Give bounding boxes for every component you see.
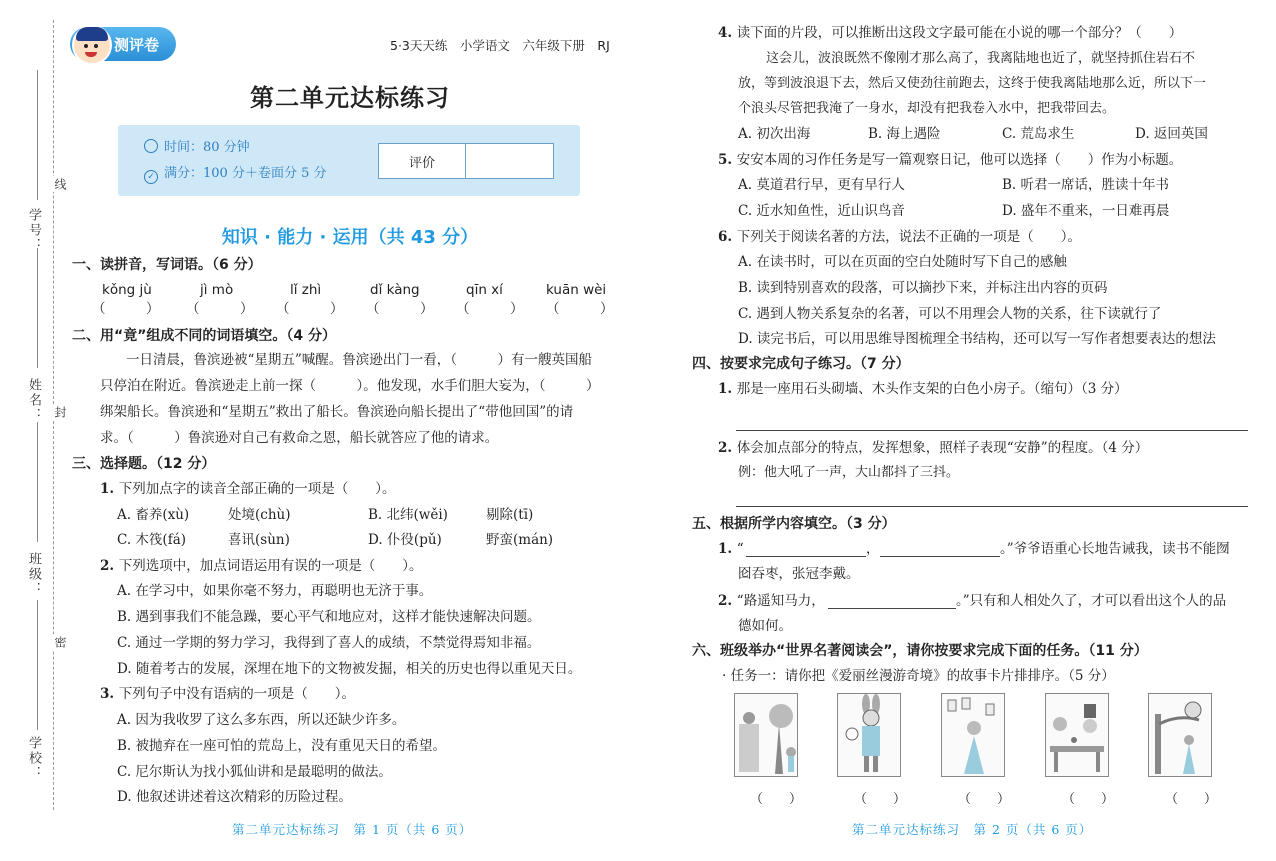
q3-s3-d[interactable]: D. 他叙述讲述着这次精彩的历险过程。 bbox=[117, 789, 352, 805]
q1-title: 一、读拼音，写词语。（6 分） bbox=[72, 257, 262, 273]
q3-title: 三、选择题。（12 分） bbox=[72, 456, 216, 472]
card-order-blank-5[interactable]: （ ） bbox=[1165, 792, 1218, 807]
q5-opt-c[interactable]: C. 近水知鱼性，近山识鸟音 bbox=[738, 203, 905, 219]
part4-s1-answer-line[interactable] bbox=[736, 430, 1248, 431]
part5-s1-blank-1[interactable] bbox=[746, 556, 866, 557]
story-card-5[interactable] bbox=[1148, 693, 1212, 777]
story-card-2[interactable] bbox=[837, 693, 901, 777]
q3-s3-b[interactable]: B. 被抛弃在一座可怕的荒岛上，没有重见天日的希望。 bbox=[117, 738, 447, 754]
answer-blank-6[interactable]: （ ） bbox=[546, 301, 614, 317]
evaluation-label: 评价 bbox=[379, 144, 466, 178]
q6-stem: 6. 下列关于阅读名著的方法，说法不正确的一项是（ ）。 bbox=[718, 229, 1082, 245]
q3-s1-d1[interactable]: D. 仆役(pǔ) bbox=[368, 532, 442, 548]
q4-passage-1: 这会儿，波浪既然不像刚才那么高了，我离陆地也近了，就坚持抓住岩石不 bbox=[766, 51, 1196, 66]
check-circle-icon: ✓ bbox=[144, 170, 158, 184]
footer-right: 第二单元达标练习 第 2 页（共 6 页） bbox=[852, 822, 1093, 837]
part4-s1: 1. 那是一座用石头砌墙、木头作支架的白色小房子。（缩句）（3 分） bbox=[718, 381, 1128, 397]
q3-s2-stem: 2. 下列选项中，加点词语运用有误的一项是（ ）。 bbox=[100, 558, 423, 574]
part5-s1-comma: ， bbox=[866, 541, 880, 557]
card-queen-illustration-icon bbox=[735, 694, 797, 776]
q3-s1-c1[interactable]: C. 木筏(fá) bbox=[117, 532, 187, 548]
q3-s1-c2: 喜讯(sùn) bbox=[228, 532, 290, 548]
name-label: 姓名： bbox=[26, 378, 41, 423]
q3-s1-a2: 处境(chù) bbox=[228, 507, 291, 523]
part5-s1-tail: 。”爷爷语重心长地告诫我，读书不能囫 bbox=[1000, 541, 1230, 557]
part5-s1: 1. “ bbox=[718, 541, 744, 557]
q6-opt-d[interactable]: D. 读完书后，可以用思维导图梳理全书结构，还可以写一写作者想要表达的想法 bbox=[738, 331, 1216, 347]
q5-stem: 5. 安安本周的习作任务是写一篇观察日记，他可以选择（ ）作为小标题。 bbox=[718, 152, 1183, 168]
q5-opt-a[interactable]: A. 莫道君行早，更有早行人 bbox=[738, 177, 905, 193]
part4-example: 例：他大吼了一声，大山都抖了三抖。 bbox=[738, 465, 960, 480]
part4-s2-answer-line[interactable] bbox=[736, 506, 1248, 507]
card-order-blank-3[interactable]: （ ） bbox=[958, 792, 1011, 807]
badge-label: 测评卷 bbox=[114, 36, 160, 54]
q6-opt-a[interactable]: A. 在读书时，可以在页面的空白处随时写下自己的感触 bbox=[738, 254, 1067, 270]
pinyin-1: kǒng jù bbox=[102, 282, 152, 298]
card-order-blank-1[interactable]: （ ） bbox=[750, 792, 803, 807]
part5-s1-cont: 囵吞枣，张冠李戴。 bbox=[738, 566, 860, 582]
evaluation-table bbox=[378, 143, 554, 179]
q5-opt-b[interactable]: B. 听君一席话，胜读十年书 bbox=[1002, 177, 1170, 193]
card-tea-party-illustration-icon bbox=[1046, 694, 1108, 776]
part5-s2-tail: 。”只有和人相处久了，才可以看出这个人的品 bbox=[956, 593, 1227, 609]
q3-s1-b2: 剔除(tī) bbox=[486, 507, 534, 523]
part5-s2: 2. “路遥知马力， bbox=[718, 593, 825, 609]
story-card-1[interactable] bbox=[734, 693, 798, 777]
q2-line-3: 绑架船长。鲁滨逊和“星期五”救出了船长。鲁滨逊向船长提出了“带他回国”的请 bbox=[100, 404, 574, 420]
card-cheshire-cat-illustration-icon bbox=[1149, 694, 1211, 776]
q3-s2-b[interactable]: B. 遇到事我们不能急躁，要心平气和地应对，这样才能快速解决问题。 bbox=[117, 609, 541, 625]
part6-title: 六、班级举办“世界名著阅读会”，请你按要求完成下面的任务。（11 分） bbox=[692, 643, 1148, 659]
student-id-line bbox=[37, 70, 38, 200]
card-rabbit-illustration-icon bbox=[838, 694, 900, 776]
q3-s2-a[interactable]: A. 在学习中，如果你毫不努力，再聪明也无济于事。 bbox=[117, 583, 433, 599]
pinyin-5: qīn xí bbox=[466, 282, 503, 298]
footer-left: 第二单元达标练习 第 1 页（共 6 页） bbox=[232, 822, 473, 837]
school-label: 学校： bbox=[26, 736, 41, 781]
q5-opt-d[interactable]: D. 盛年不重来，一日难再晨 bbox=[1002, 203, 1170, 219]
q6-opt-b[interactable]: B. 读到特别喜欢的段落，可以摘抄下来，并标注出内容的页码 bbox=[738, 280, 1108, 296]
q3-s1-b1[interactable]: B. 北纬(wěi) bbox=[368, 507, 448, 523]
section-title: 知识 · 能力 · 运用（共 43 分） bbox=[221, 227, 479, 248]
q3-s1-stem: 1. 下列加点字的读音全部正确的一项是（ ）。 bbox=[100, 481, 396, 497]
pinyin-3: lǐ zhì bbox=[290, 282, 322, 298]
q4-stem: 4. 读下面的片段，可以推断出这段文字最可能在小说的哪一个部分？（ ） bbox=[718, 25, 1183, 41]
info-box bbox=[118, 125, 580, 196]
part5-title: 五、根据所学内容填空。（3 分） bbox=[692, 516, 896, 532]
q3-s3-a[interactable]: A. 因为我收罗了这么多东西，所以还缺少许多。 bbox=[117, 712, 406, 728]
story-card-3[interactable] bbox=[941, 693, 1005, 777]
q4-passage-3: 个浪头尽管把我淹了一身水，却没有把我卷入水中，把我带回去。 bbox=[738, 101, 1116, 116]
q3-s3-stem: 3. 下列句子中没有语病的一项是（ ）。 bbox=[100, 686, 356, 702]
q3-s2-d[interactable]: D. 随着考古的发展，深埋在地下的文物被发掘，相关的历史也得以重见天日。 bbox=[117, 661, 582, 677]
q2-line-2: 只停泊在附近。鲁滨逊走上前一探（ ）。他发现，水手们胆大妄为，（ ） bbox=[100, 378, 600, 394]
evaluation-cell[interactable] bbox=[466, 144, 553, 178]
q4-opt-c[interactable]: C. 荒岛求生 bbox=[1002, 126, 1075, 142]
q3-s1-a1[interactable]: A. 畜养(xù) bbox=[117, 507, 190, 523]
name-line-top bbox=[37, 248, 38, 368]
part4-title: 四、按要求完成句子练习。（7 分） bbox=[692, 356, 910, 372]
margin-mark-secret: 密 bbox=[53, 636, 67, 648]
card-order-blank-4[interactable]: （ ） bbox=[1062, 792, 1115, 807]
test-paper-badge bbox=[70, 27, 176, 61]
q4-opt-b[interactable]: B. 海上遇险 bbox=[868, 126, 941, 142]
page-title: 第二单元达标练习 bbox=[250, 83, 450, 112]
answer-blank-1[interactable]: （ ） bbox=[92, 301, 160, 317]
q4-opt-a[interactable]: A. 初次出海 bbox=[738, 126, 811, 142]
part5-s1-blank-2[interactable] bbox=[880, 556, 1000, 557]
q2-line-4: 求。（ ）鲁滨逊对自己有救命之恩，船长就答应了他的请求。 bbox=[100, 430, 499, 446]
q2-title: 二、用“竟”组成不同的词语填空。（4 分） bbox=[72, 328, 337, 344]
q4-opt-d[interactable]: D. 返回英国 bbox=[1135, 126, 1208, 142]
book-info: 5·3天天练 小学语文 六年级下册 RJ bbox=[390, 38, 610, 53]
answer-blank-3[interactable]: （ ） bbox=[276, 301, 344, 317]
pinyin-4: dǐ kàng bbox=[370, 282, 420, 298]
pinyin-2: jì mò bbox=[200, 282, 234, 298]
q6-opt-c[interactable]: C. 遇到人物关系复杂的名著，可以不用理会人物的关系，往下读就行了 bbox=[738, 306, 1162, 322]
q4-passage-2: 放，等到波浪退下去，然后又使劲往前跑去，这终于使我离陆地那么近，所以下一 bbox=[738, 76, 1207, 91]
margin-mark-seal: 封 bbox=[53, 406, 67, 418]
part4-s2: 2. 体会加点部分的特点，发挥想象，照样子表现“安静”的程度。（4 分） bbox=[718, 440, 1149, 456]
class-label: 班级： bbox=[26, 552, 41, 597]
class-line-top bbox=[37, 422, 38, 542]
card-falling-cards-illustration-icon bbox=[942, 694, 1004, 776]
part6-task1: · 任务一：请你把《爱丽丝漫游奇境》的故事卡片排排序。（5 分） bbox=[722, 668, 1115, 684]
answer-blank-5[interactable]: （ ） bbox=[456, 301, 524, 317]
pinyin-6: kuān wèi bbox=[546, 282, 607, 298]
q3-s2-c[interactable]: C. 通过一学期的努力学习，我得到了喜人的成绩，不禁觉得焉知非福。 bbox=[117, 635, 541, 651]
part5-s2-cont: 德如何。 bbox=[738, 618, 792, 634]
clock-icon bbox=[144, 139, 158, 153]
score-info: ✓ 满分：100 分＋卷面分 5 分 bbox=[144, 165, 326, 184]
margin-mark-line: 线 bbox=[53, 178, 67, 190]
time-info: 时间：80 分钟 bbox=[144, 139, 250, 157]
q3-s1-d2: 野蛮(mán) bbox=[486, 532, 554, 548]
card-order-blank-2[interactable]: （ ） bbox=[854, 792, 907, 807]
mascot-face-icon bbox=[72, 25, 112, 65]
part5-s2-blank[interactable] bbox=[828, 608, 956, 609]
answer-blank-4[interactable]: （ ） bbox=[366, 301, 434, 317]
school-line-top bbox=[37, 600, 38, 730]
answer-blank-2[interactable]: （ ） bbox=[186, 301, 254, 317]
student-id-label: 学号： bbox=[26, 208, 41, 253]
q3-s3-c[interactable]: C. 尼尔斯认为找小狐仙讲和是最聪明的做法。 bbox=[117, 764, 392, 780]
q2-line-1: 一日清晨，鲁滨逊被“星期五”喊醒。鲁滨逊出门一看，（ ）有一艘英国船 bbox=[126, 352, 593, 368]
story-card-4[interactable] bbox=[1045, 693, 1109, 777]
